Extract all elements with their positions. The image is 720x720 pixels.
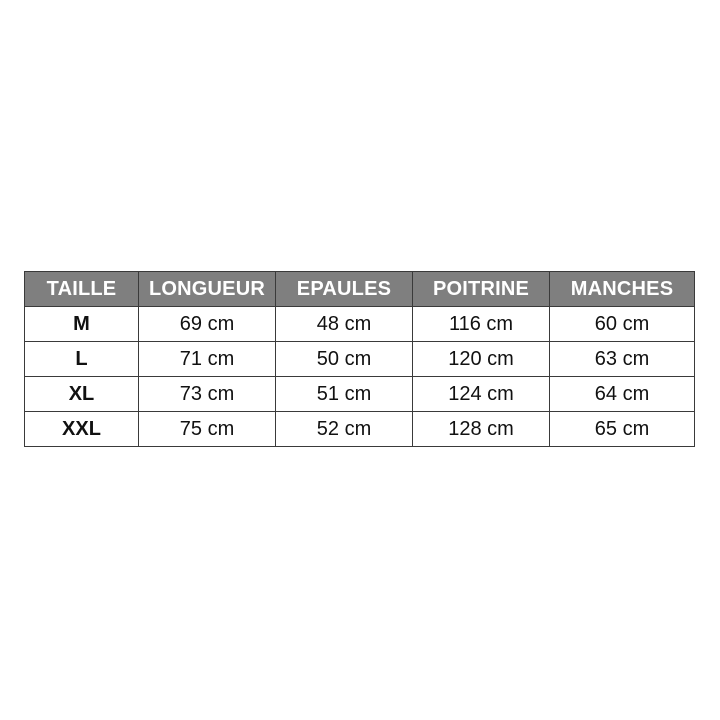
table-body bbox=[25, 307, 695, 447]
longueur-cell: 73 cm bbox=[139, 377, 276, 412]
header-poitrine: POITRINE bbox=[413, 272, 550, 307]
manches-cell: 63 cm bbox=[550, 342, 695, 377]
size-chart-table bbox=[24, 271, 695, 447]
poitrine-cell: 128 cm bbox=[413, 412, 550, 447]
longueur-cell: 75 cm bbox=[139, 412, 276, 447]
header-row bbox=[25, 272, 695, 307]
size-cell: M bbox=[25, 307, 139, 342]
table-row bbox=[25, 307, 695, 342]
epaules-cell: 50 cm bbox=[276, 342, 413, 377]
table-row bbox=[25, 412, 695, 447]
epaules-cell: 48 cm bbox=[276, 307, 413, 342]
longueur-cell: 71 cm bbox=[139, 342, 276, 377]
poitrine-cell: 116 cm bbox=[413, 307, 550, 342]
longueur-cell: 69 cm bbox=[139, 307, 276, 342]
manches-cell: 60 cm bbox=[550, 307, 695, 342]
manches-cell: 64 cm bbox=[550, 377, 695, 412]
table-row bbox=[25, 377, 695, 412]
manches-cell: 65 cm bbox=[550, 412, 695, 447]
header-longueur: LONGUEUR bbox=[139, 272, 276, 307]
header-taille: TAILLE bbox=[25, 272, 139, 307]
header-epaules: EPAULES bbox=[276, 272, 413, 307]
poitrine-cell: 120 cm bbox=[413, 342, 550, 377]
size-cell: L bbox=[25, 342, 139, 377]
size-cell: XL bbox=[25, 377, 139, 412]
header-manches: MANCHES bbox=[550, 272, 695, 307]
size-cell: XXL bbox=[25, 412, 139, 447]
epaules-cell: 51 cm bbox=[276, 377, 413, 412]
poitrine-cell: 124 cm bbox=[413, 377, 550, 412]
epaules-cell: 52 cm bbox=[276, 412, 413, 447]
table-row bbox=[25, 342, 695, 377]
table-header bbox=[25, 272, 695, 307]
